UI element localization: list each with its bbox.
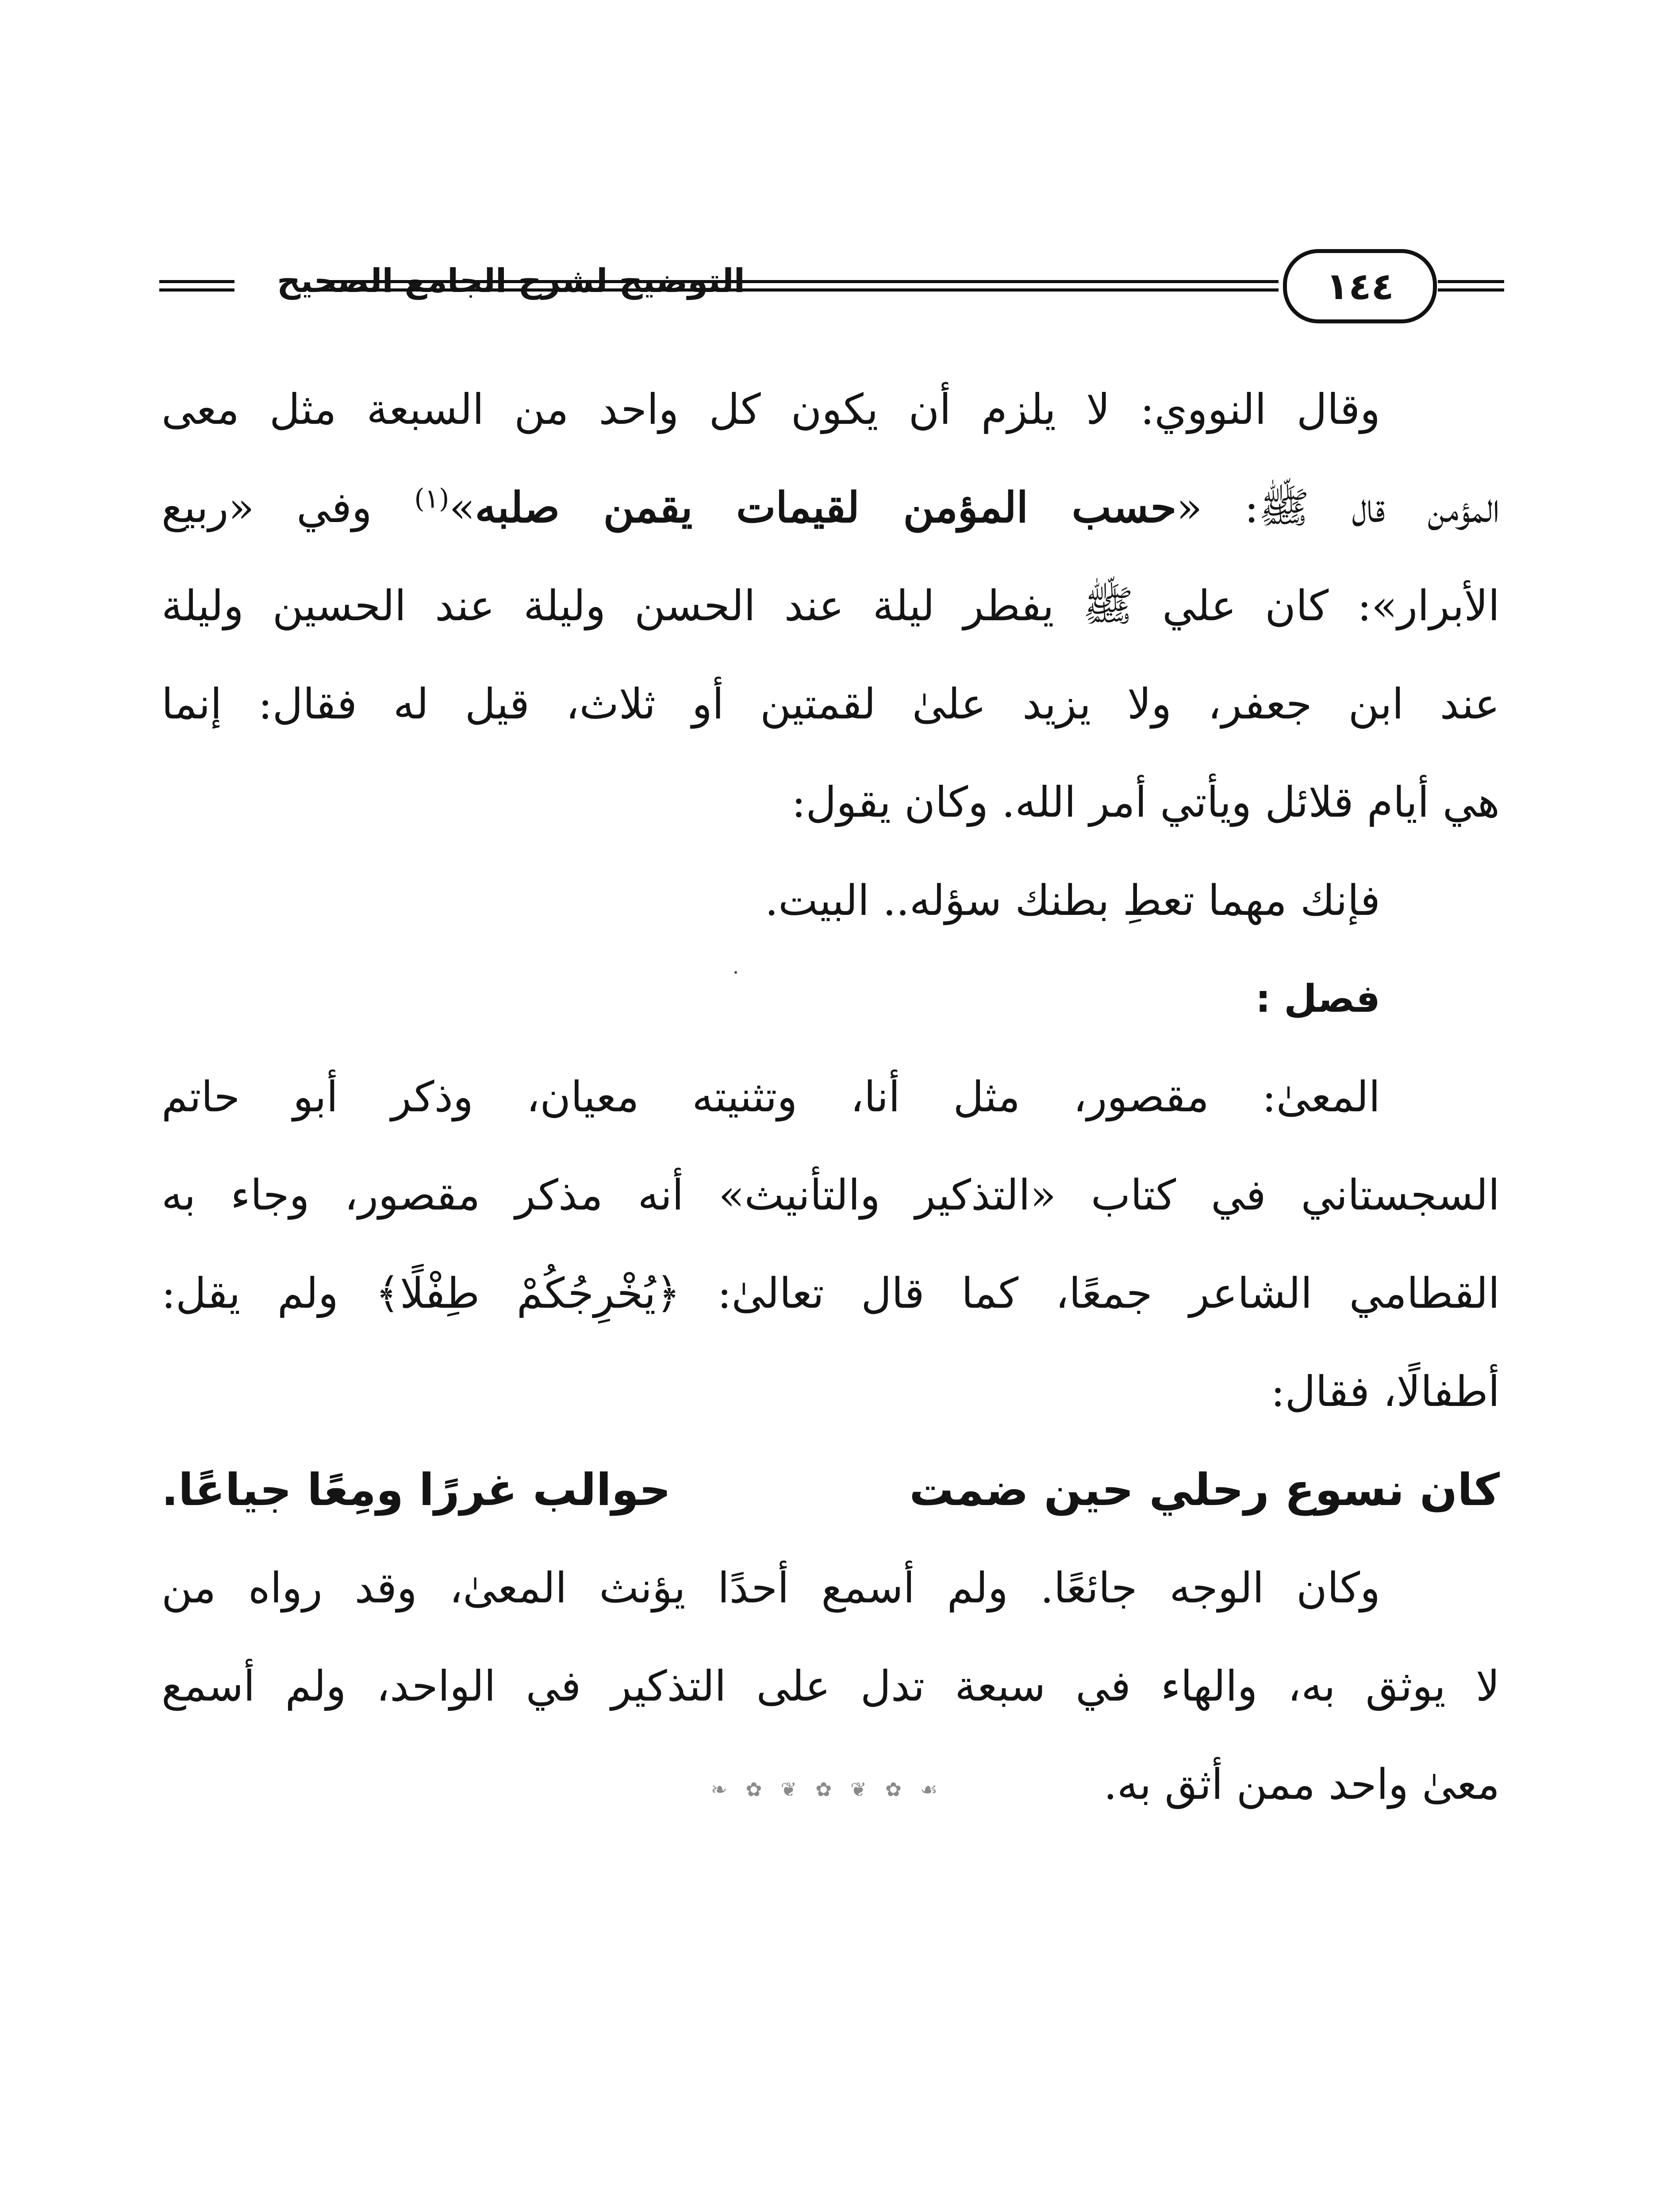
running-header (159, 246, 1504, 321)
header-rule-middle (319, 280, 1279, 292)
poetry-verse (161, 1441, 1500, 1539)
section-heading: فصل : (1255, 977, 1380, 1021)
text-run: » (449, 484, 475, 532)
text-line: معىٰ واحد ممن أثق به. (1103, 1760, 1500, 1809)
text-line: الأبرار»: كان علي ﷺ يفطر ليلة عند الحسن وليلة عند الحسين وليلة (161, 582, 1500, 630)
section-end-ornament: ❧ ✿ ❦ ✿ ❦ ✿ ☙ (710, 1778, 944, 1801)
text-line: السجستاني في كتاب «التذكير والتأنيث» أنه مذكر مقصور، وجاء به (161, 1171, 1500, 1220)
verse-second-hemistich: حوالب غررًا ومِعًا جياعًا. (161, 1464, 671, 1516)
text-line: وقال النووي: لا يلزم أن يكون كل واحد من السبعة مثل معى (161, 385, 1380, 434)
text-line (161, 459, 1500, 557)
text-line: لا يوثق به، والهاء في سبعة تدل على التذكير في الواحد، ولم أسمع (161, 1662, 1500, 1711)
text-run: المؤمن قال ﷺ: « (1176, 484, 1500, 532)
hadith-quote: حسب المؤمن لقيمات يقمن صلبه (475, 483, 1177, 532)
text-line: فإنك مهما تعطِ بطنك سؤله.. البيت. (764, 876, 1380, 925)
header-rule-left (159, 280, 234, 292)
text-line: القطامي الشاعر جمعًا، كما قال تعالىٰ: ﴿يُخْرِجُكُمْ طِفْلًا﴾ ولم يقل: (161, 1269, 1500, 1318)
verse-first-hemistich: كان نسوع رحلي حين ضمت (909, 1464, 1500, 1516)
text-line: أطفالًا، فقال: (1271, 1367, 1500, 1416)
text-line: عند ابن جعفر، ولا يزيد علىٰ لقمتين أو ثلاث، قيل له فقال: إنما (161, 680, 1500, 729)
footnote-ref: (١) (414, 483, 449, 515)
page-number: ١٤٤ (1326, 265, 1394, 308)
text-line: وكان الوجه جائعًا. ولم أسمع أحدًا يؤنث المعىٰ، وقد رواه من (161, 1564, 1380, 1613)
scan-speck (734, 971, 737, 974)
main-text (161, 361, 1500, 1834)
text-line: المعىٰ: مقصور، مثل أنا، وتثنيته معيان، وذكر أبو حاتم (161, 1073, 1380, 1121)
header-rule-right (1438, 280, 1504, 292)
text-run: وفي «ربيع (161, 484, 415, 532)
header-book-title: التوضيح لشرح الجامع الصحيح (234, 254, 787, 307)
page-number-badge (1283, 249, 1437, 323)
text-line: هي أيام قلائل ويأتي أمر الله. وكان يقول: (791, 778, 1500, 827)
